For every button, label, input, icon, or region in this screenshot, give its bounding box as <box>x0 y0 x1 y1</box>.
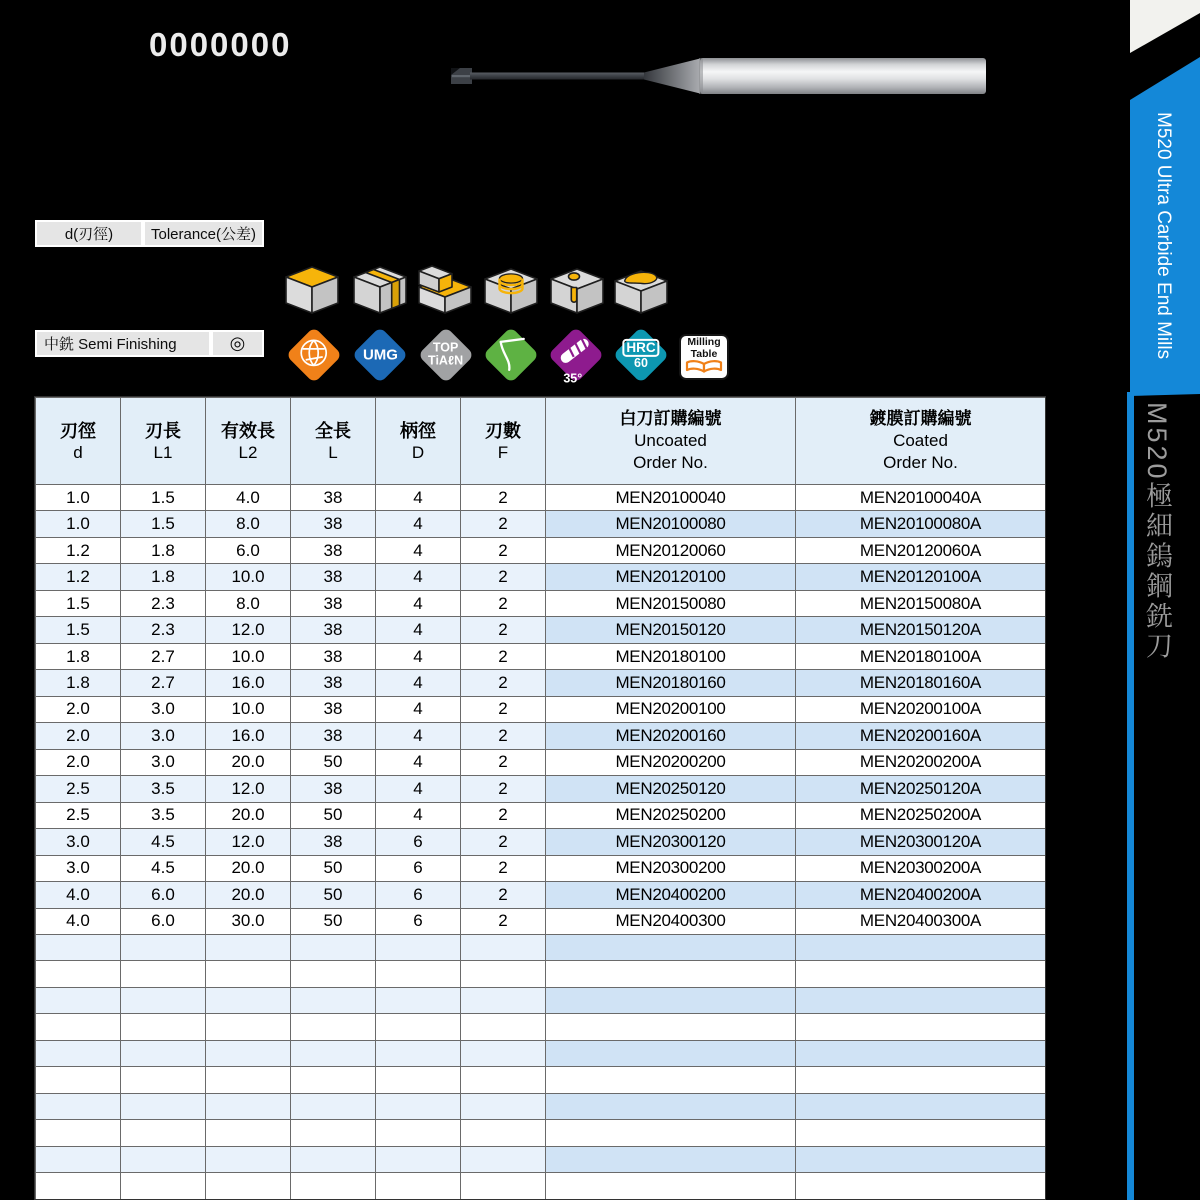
spec-cell: 3.0 <box>121 749 206 775</box>
spec-cell: 2 <box>461 670 546 696</box>
order-no-cell <box>546 961 796 987</box>
order-no-cell: MEN20200160A <box>796 723 1046 749</box>
table-header-col-5: 刃數 F <box>461 398 546 485</box>
table-header-col-4: 柄徑 D <box>376 398 461 485</box>
milling-table-badge <box>679 334 729 380</box>
table-header-col-7: 鍍膜訂購編號 Coated Order No. <box>796 398 1046 485</box>
hrc60-badge <box>613 327 670 384</box>
end-mill-image <box>448 54 988 98</box>
spec-cell: 50 <box>291 802 376 828</box>
spec-cell <box>121 961 206 987</box>
spec-cell <box>121 1173 206 1199</box>
spec-cell: 2 <box>461 829 546 855</box>
table-row <box>36 749 1046 775</box>
spec-cell <box>36 1173 121 1199</box>
spec-cell <box>376 987 461 1013</box>
spec-cell <box>376 1067 461 1093</box>
order-no-cell <box>796 987 1046 1013</box>
top-tialn-badge <box>418 327 475 384</box>
spec-cell <box>36 1120 121 1146</box>
spec-cell <box>461 987 546 1013</box>
spec-cell <box>36 987 121 1013</box>
spec-cell <box>376 961 461 987</box>
spec-table <box>35 397 1046 1200</box>
spec-cell <box>461 961 546 987</box>
order-no-cell: MEN20180100 <box>546 643 796 669</box>
spec-cell: 2 <box>461 749 546 775</box>
order-no-cell: MEN20150120 <box>546 617 796 643</box>
spec-cell: 38 <box>291 537 376 563</box>
order-no-cell <box>796 1067 1046 1093</box>
spec-cell: 12.0 <box>206 776 291 802</box>
spec-cell: 2 <box>461 882 546 908</box>
table-row <box>36 564 1046 590</box>
table-header-row <box>36 398 1046 485</box>
spec-cell: 2 <box>461 696 546 722</box>
product-code: 0000000 <box>149 26 292 63</box>
order-no-cell: MEN20200200 <box>546 749 796 775</box>
spec-cell: 1.5 <box>36 590 121 616</box>
table-row <box>36 908 1046 934</box>
umg-label: UMG <box>362 346 398 364</box>
spec-cell <box>376 1120 461 1146</box>
spec-cell: 38 <box>291 776 376 802</box>
spec-cell: 1.2 <box>36 564 121 590</box>
order-no-cell: MEN20180100A <box>796 643 1046 669</box>
spec-cell <box>461 1146 546 1172</box>
spec-cell <box>36 1146 121 1172</box>
spec-cell: 2.7 <box>121 670 206 696</box>
spec-cell: 10.0 <box>206 564 291 590</box>
spec-cell <box>376 934 461 960</box>
spec-cell <box>206 1014 291 1040</box>
spec-cell: 8.0 <box>206 511 291 537</box>
spec-cell <box>461 1067 546 1093</box>
spec-cell: 2.5 <box>36 776 121 802</box>
spec-cell <box>291 1014 376 1040</box>
spec-cell <box>36 1093 121 1119</box>
order-no-cell <box>546 1067 796 1093</box>
table-header-col-3: 全長 L <box>291 398 376 485</box>
spec-cell <box>291 934 376 960</box>
table-row <box>36 590 1046 616</box>
order-no-cell: MEN20150120A <box>796 617 1046 643</box>
spec-cell: 1.5 <box>121 485 206 511</box>
spec-cell <box>461 1014 546 1040</box>
order-no-cell: MEN20100080A <box>796 511 1046 537</box>
table-row <box>36 485 1046 511</box>
order-no-cell: MEN20400200A <box>796 882 1046 908</box>
spec-cell: 50 <box>291 855 376 881</box>
spec-cell <box>121 934 206 960</box>
spec-cell: 2.3 <box>121 617 206 643</box>
spec-cell: 4 <box>376 617 461 643</box>
table-row <box>36 670 1046 696</box>
tolerance-mini-table <box>35 220 264 247</box>
order-no-cell <box>796 1173 1046 1199</box>
cutter-edge-highlight <box>452 75 471 77</box>
spec-cell <box>291 1146 376 1172</box>
order-no-cell: MEN20120060 <box>546 537 796 563</box>
order-no-cell <box>796 1093 1046 1119</box>
spec-cell: 38 <box>291 643 376 669</box>
milling-table-label-2: Table <box>690 348 718 361</box>
spec-cell: 2 <box>461 643 546 669</box>
shank-ring <box>699 58 703 94</box>
spec-cell <box>291 1173 376 1199</box>
spec-cell <box>36 961 121 987</box>
app-icon-curved-surface-milling <box>613 265 669 317</box>
order-no-cell: MEN20300120A <box>796 829 1046 855</box>
finishing-row <box>35 330 264 357</box>
spec-cell: 38 <box>291 696 376 722</box>
table-row <box>36 987 1046 1013</box>
app-icon-shoulder-milling <box>417 265 473 317</box>
spec-cell <box>291 1093 376 1119</box>
spec-cell: 20.0 <box>206 749 291 775</box>
order-no-cell <box>546 934 796 960</box>
order-no-cell <box>546 987 796 1013</box>
spec-cell: 38 <box>291 829 376 855</box>
spec-cell: 38 <box>291 723 376 749</box>
spec-cell <box>36 1067 121 1093</box>
app-icon-slot-milling <box>352 265 408 317</box>
spec-cell: 1.8 <box>36 643 121 669</box>
spec-cell: 2 <box>461 537 546 563</box>
app-icon-face-milling <box>284 265 340 317</box>
order-no-cell: MEN20300120 <box>546 829 796 855</box>
table-row <box>36 696 1046 722</box>
end-mill-photo <box>448 54 988 98</box>
spec-cell: 4 <box>376 670 461 696</box>
sidebar-title-zh: M520極細鎢鋼銑刀 <box>1142 402 1172 662</box>
spec-cell <box>206 1146 291 1172</box>
spec-cell: 4 <box>376 590 461 616</box>
table-header-col-2: 有效長 L2 <box>206 398 291 485</box>
spec-cell <box>121 1014 206 1040</box>
spec-cell: 3.0 <box>121 723 206 749</box>
spec-cell: 2.0 <box>36 696 121 722</box>
spec-cell: 50 <box>291 908 376 934</box>
order-no-cell <box>796 961 1046 987</box>
order-no-cell: MEN20100080 <box>546 511 796 537</box>
table-row <box>36 1040 1046 1066</box>
spec-cell: 6 <box>376 908 461 934</box>
table-row <box>36 829 1046 855</box>
spec-cell: 3.5 <box>121 802 206 828</box>
spec-cell: 6 <box>376 882 461 908</box>
spec-cell: 1.0 <box>36 511 121 537</box>
spec-cell: 4 <box>376 537 461 563</box>
spec-cell <box>291 1040 376 1066</box>
spec-cell <box>376 1093 461 1119</box>
order-no-cell: MEN20200160 <box>546 723 796 749</box>
book-icon <box>684 360 724 375</box>
spec-cell: 3.0 <box>121 696 206 722</box>
spec-cell: 2 <box>461 617 546 643</box>
table-row <box>36 961 1046 987</box>
table-row <box>36 1093 1046 1119</box>
spec-cell <box>376 1173 461 1199</box>
table-row <box>36 537 1046 563</box>
spec-cell: 1.5 <box>36 617 121 643</box>
tool-neck <box>470 73 644 80</box>
spec-cell: 4 <box>376 643 461 669</box>
spec-cell: 38 <box>291 590 376 616</box>
table-row <box>36 511 1046 537</box>
spec-cell: 8.0 <box>206 590 291 616</box>
order-no-cell <box>546 1014 796 1040</box>
spec-cell: 1.8 <box>36 670 121 696</box>
table-row <box>36 643 1046 669</box>
order-no-cell: MEN20250200A <box>796 802 1046 828</box>
spec-cell: 4 <box>376 696 461 722</box>
spec-cell: 6 <box>376 829 461 855</box>
spec-cell: 1.2 <box>36 537 121 563</box>
order-no-cell: MEN20400200 <box>546 882 796 908</box>
spec-table-container <box>34 396 1046 1200</box>
spec-cell: 2 <box>461 855 546 881</box>
table-row <box>36 723 1046 749</box>
spec-cell <box>36 1040 121 1066</box>
spec-cell <box>121 1146 206 1172</box>
spec-cell <box>461 1040 546 1066</box>
sidebar-title-en: M520 Ultra Carbide End Mills <box>1153 112 1174 360</box>
app-icon-drilling <box>549 265 605 317</box>
order-no-cell <box>546 1040 796 1066</box>
spec-cell: 6.0 <box>121 882 206 908</box>
spec-cell <box>121 1093 206 1119</box>
order-no-cell: MEN20200200A <box>796 749 1046 775</box>
helix-35-badge <box>548 327 605 384</box>
spec-cell: 12.0 <box>206 617 291 643</box>
spec-cell <box>36 1014 121 1040</box>
table-row <box>36 855 1046 881</box>
order-no-cell: MEN20180160 <box>546 670 796 696</box>
order-no-cell: MEN20250120A <box>796 776 1046 802</box>
spec-cell: 10.0 <box>206 696 291 722</box>
hrc-label: HRC <box>622 339 659 357</box>
spec-cell: 38 <box>291 564 376 590</box>
spec-cell <box>461 1173 546 1199</box>
spec-cell: 2 <box>461 485 546 511</box>
order-no-cell <box>796 1040 1046 1066</box>
spec-cell: 4.5 <box>121 829 206 855</box>
spec-cell <box>121 1120 206 1146</box>
spec-cell: 50 <box>291 882 376 908</box>
spec-cell: 4.5 <box>121 855 206 881</box>
spec-cell: 1.8 <box>121 564 206 590</box>
spec-cell <box>461 1120 546 1146</box>
spec-cell: 50 <box>291 749 376 775</box>
spec-cell: 4 <box>376 776 461 802</box>
spec-cell: 4 <box>376 511 461 537</box>
spec-cell <box>121 987 206 1013</box>
order-no-cell <box>796 1146 1046 1172</box>
table-row <box>36 802 1046 828</box>
spec-cell <box>36 934 121 960</box>
tolerance-label-cell: Tolerance(公差) <box>143 220 264 247</box>
spec-cell: 2 <box>461 776 546 802</box>
spec-cell: 16.0 <box>206 723 291 749</box>
tool-shank <box>700 58 986 94</box>
spec-cell: 16.0 <box>206 670 291 696</box>
spec-cell: 2.7 <box>121 643 206 669</box>
spec-cell: 6 <box>376 855 461 881</box>
spec-cell: 3.0 <box>36 829 121 855</box>
finishing-rating-cell: ◎ <box>211 330 264 357</box>
order-no-cell: MEN20100040 <box>546 485 796 511</box>
spec-cell <box>461 934 546 960</box>
spec-cell <box>461 1093 546 1119</box>
finishing-label-cell: 中銑 Semi Finishing <box>35 330 211 357</box>
spec-cell <box>291 1067 376 1093</box>
spec-cell <box>376 1040 461 1066</box>
spec-cell <box>206 1093 291 1119</box>
sidebar-accent-line <box>1127 392 1134 1200</box>
spec-cell: 4.0 <box>36 882 121 908</box>
spec-cell: 2 <box>461 590 546 616</box>
table-row <box>36 1120 1046 1146</box>
order-no-cell <box>796 934 1046 960</box>
order-no-cell <box>796 1014 1046 1040</box>
table-row <box>36 1173 1046 1199</box>
spec-cell: 20.0 <box>206 882 291 908</box>
umg-badge <box>352 327 409 384</box>
table-header-col-0: 刃徑 d <box>36 398 121 485</box>
table-header-col-1: 刃長 L1 <box>121 398 206 485</box>
order-no-cell: MEN20250200 <box>546 802 796 828</box>
spec-cell: 4 <box>376 564 461 590</box>
spec-cell: 4 <box>376 802 461 828</box>
spec-cell: 6.0 <box>206 537 291 563</box>
spec-cell: 2 <box>461 564 546 590</box>
spec-cell: 3.0 <box>36 855 121 881</box>
order-no-cell: MEN20200100A <box>796 696 1046 722</box>
spec-cell: 1.5 <box>121 511 206 537</box>
table-row <box>36 776 1046 802</box>
order-no-cell <box>546 1146 796 1172</box>
spec-cell <box>206 1040 291 1066</box>
spec-cell <box>206 1120 291 1146</box>
spec-cell: 3.5 <box>121 776 206 802</box>
spec-cell: 2.3 <box>121 590 206 616</box>
order-no-cell: MEN20180160A <box>796 670 1046 696</box>
table-row <box>36 882 1046 908</box>
order-no-cell: MEN20400300 <box>546 908 796 934</box>
spec-cell: 2.0 <box>36 723 121 749</box>
table-row <box>36 617 1046 643</box>
spec-cell: 2 <box>461 723 546 749</box>
spec-cell <box>206 1067 291 1093</box>
sidebar-top-notch <box>1130 0 1200 54</box>
spec-cell <box>206 934 291 960</box>
ball-geometry-icon <box>286 327 343 384</box>
spec-cell <box>121 1067 206 1093</box>
order-no-cell <box>546 1093 796 1119</box>
order-no-cell <box>546 1173 796 1199</box>
spec-cell <box>206 987 291 1013</box>
spec-cell: 38 <box>291 511 376 537</box>
spec-cell: 38 <box>291 670 376 696</box>
top-label: TOP <box>433 340 459 355</box>
order-no-cell: MEN20400300A <box>796 908 1046 934</box>
spec-cell: 2.0 <box>36 749 121 775</box>
hrc-value: 60 <box>634 356 648 371</box>
spec-cell: 4 <box>376 723 461 749</box>
spec-cell: 2 <box>461 511 546 537</box>
spec-cell: 2.5 <box>36 802 121 828</box>
spec-cell: 10.0 <box>206 643 291 669</box>
spec-cell: 1.8 <box>121 537 206 563</box>
spec-cell: 2 <box>461 802 546 828</box>
milling-table-label-1: Milling <box>687 336 721 348</box>
spec-cell <box>376 1146 461 1172</box>
spec-cell: 20.0 <box>206 855 291 881</box>
tool-taper <box>644 59 700 94</box>
spec-cell: 6.0 <box>121 908 206 934</box>
spec-cell: 4 <box>376 485 461 511</box>
spec-cell: 1.0 <box>36 485 121 511</box>
order-no-cell: MEN20120100A <box>796 564 1046 590</box>
corner-radius-icon <box>483 327 540 384</box>
helix-angle-label: 35° <box>563 371 583 386</box>
spec-cell <box>121 1040 206 1066</box>
table-row <box>36 934 1046 960</box>
spec-cell: 2 <box>461 908 546 934</box>
spec-cell: 30.0 <box>206 908 291 934</box>
table-row <box>36 1067 1046 1093</box>
spec-cell <box>291 961 376 987</box>
table-row <box>36 1146 1046 1172</box>
order-no-cell: MEN20100040A <box>796 485 1046 511</box>
order-no-cell: MEN20300200 <box>546 855 796 881</box>
spec-cell: 4.0 <box>36 908 121 934</box>
spec-cell: 4 <box>376 749 461 775</box>
spec-cell <box>206 1173 291 1199</box>
order-no-cell: MEN20120060A <box>796 537 1046 563</box>
order-no-cell: MEN20150080 <box>546 590 796 616</box>
order-no-cell <box>796 1120 1046 1146</box>
d-label-cell: d(刃徑) <box>35 220 143 247</box>
spec-cell: 4.0 <box>206 485 291 511</box>
spec-cell: 38 <box>291 617 376 643</box>
spec-cell <box>376 1014 461 1040</box>
table-header-col-6: 白刀訂購編號 Uncoated Order No. <box>546 398 796 485</box>
app-icon-helical-milling <box>483 265 539 317</box>
spec-cell: 20.0 <box>206 802 291 828</box>
tialn-label: TiAℓN <box>428 353 464 368</box>
order-no-cell: MEN20150080A <box>796 590 1046 616</box>
order-no-cell: MEN20200100 <box>546 696 796 722</box>
order-no-cell: MEN20120100 <box>546 564 796 590</box>
spec-cell <box>291 1120 376 1146</box>
order-no-cell <box>546 1120 796 1146</box>
order-no-cell: MEN20300200A <box>796 855 1046 881</box>
spec-cell <box>206 961 291 987</box>
order-no-cell: MEN20250120 <box>546 776 796 802</box>
table-row <box>36 1014 1046 1040</box>
spec-cell: 38 <box>291 485 376 511</box>
spec-cell <box>291 987 376 1013</box>
spec-cell: 12.0 <box>206 829 291 855</box>
